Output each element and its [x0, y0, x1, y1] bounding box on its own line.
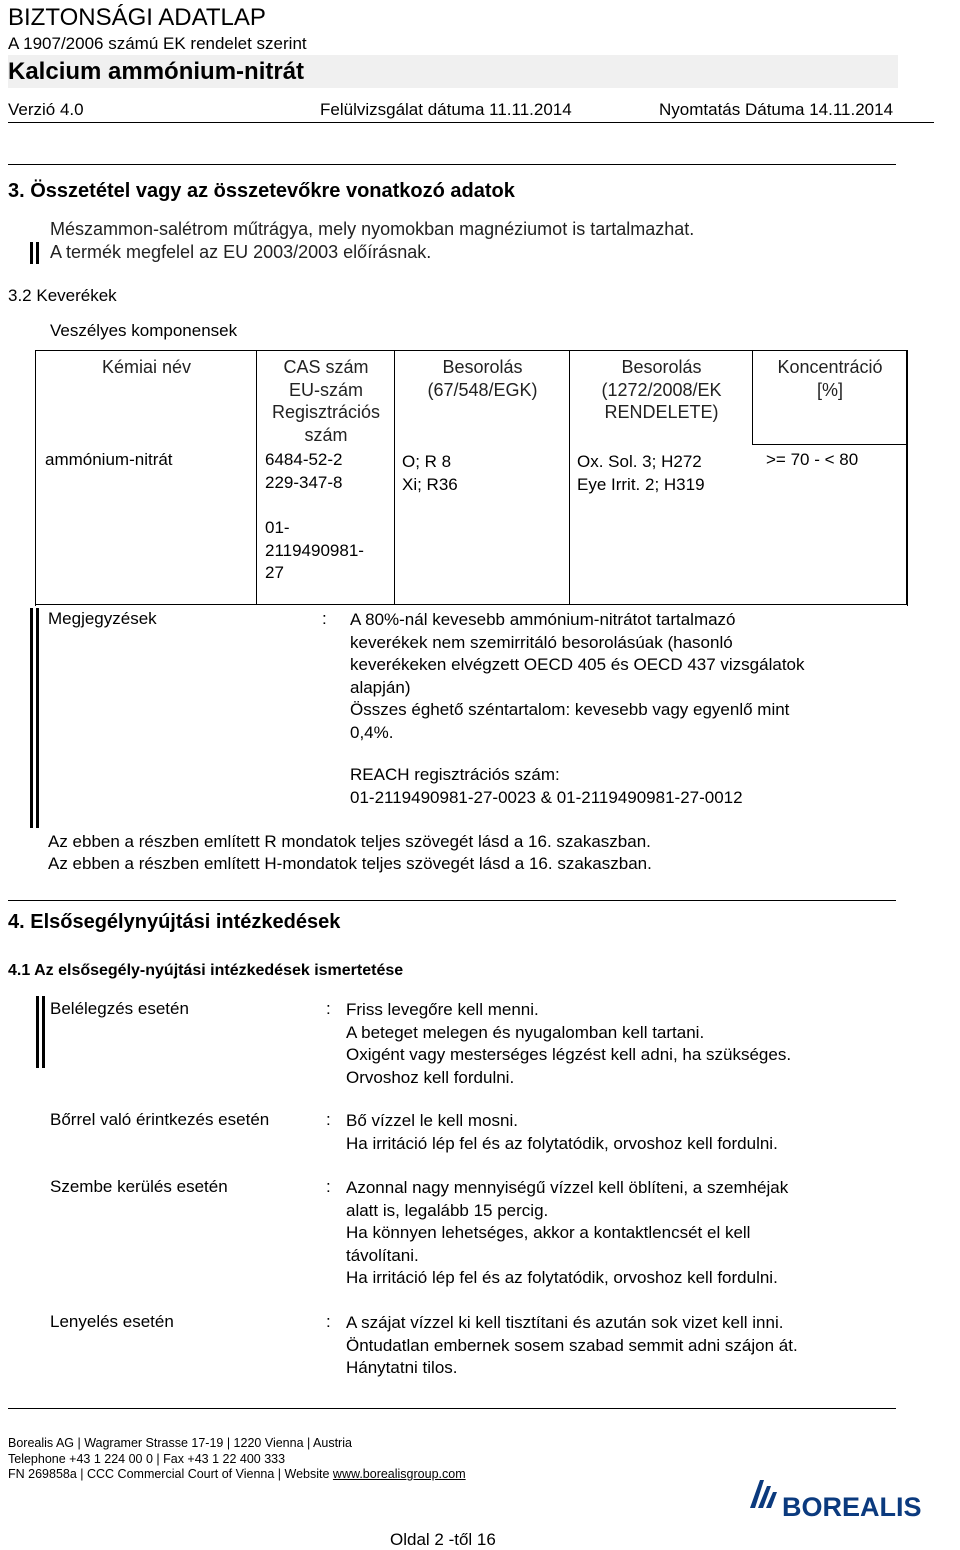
regulation-text: A 1907/2006 számú EK rendelet szerint — [8, 34, 307, 53]
version: Verzió 4.0 — [8, 100, 84, 119]
first-aid-eye-text: Azonnal nagy mennyiségű vízzel kell öblíteni, a szemhéjak alatt is, legalább 15 percig. Ha könnyen lehetséges, akkor a kontaktlencsét el kell távolítani. Ha irritáció lép fel és az folytatódik, orvoshoz kell fordulni. — [346, 1178, 789, 1287]
change-bar — [30, 242, 33, 264]
first-aid-colon: : — [326, 1177, 331, 1196]
footer-address: Borealis AG | Wagramer Strasse 17-19 | 1220 Vienna | Austria — [8, 1436, 352, 1450]
first-aid-colon: : — [326, 999, 331, 1018]
first-aid-skin-text: Bő vízzel le kell mosni. Ha irritáció lép fel és az folytatódik, orvoshoz kell fordulni. — [346, 1111, 778, 1153]
table-divider — [569, 350, 570, 605]
remarks-text: A 80%-nál kevesebb ammónium-nitrátot tartalmazó keverékek nem szemirritáló besorolásúak (hasonló keverékeken elvégzett OECD 405 és OECD 437 vizsgálatok alapján) Összes éghető széntartalom: kevesebb vagy egyenlő mint 0,4%. — [350, 610, 805, 742]
header-concentration: Koncentráció [%] — [777, 357, 883, 400]
table-divider — [394, 350, 395, 605]
section3-intro-line2: A termék megfelel az EU 2003/2003 előírásnak. — [50, 242, 432, 262]
table-divider — [906, 350, 907, 605]
first-aid-inhalation-label: Belélegzés esetén — [50, 999, 189, 1018]
borealis-logo-mark — [746, 1478, 954, 1524]
reach-number-label: REACH regisztrációs szám: — [350, 765, 560, 784]
first-aid-eye-label: Szembe kerülés esetén — [50, 1177, 228, 1196]
print-date: Nyomtatás Dátuma 14.11.2014 — [659, 100, 894, 119]
row-registration-number: 01- 2119490981- 27 — [265, 518, 364, 582]
borealis-logo — [746, 1478, 954, 1524]
section4-subtitle: 4.1 Az elsősegély-nyújtási intézkedések ismertetése — [8, 962, 404, 979]
first-aid-ingestion-label: Lenyelés esetén — [50, 1312, 174, 1331]
row-classification-67548: O; R 8 Xi; R36 — [402, 452, 458, 494]
header-rule — [8, 122, 934, 123]
doc-title: BIZTONSÁGI ADATLAP — [8, 4, 266, 31]
row-eu-number: 229-347-8 — [265, 473, 343, 492]
section3-subtitle: 3.2 Keverékek — [8, 286, 117, 305]
table-divider — [256, 350, 257, 605]
header-classification-67548: Besorolás (67/548/EGK) — [427, 357, 538, 400]
hazardous-components-title: Veszélyes komponensek — [50, 321, 238, 340]
revision-date: Felülvizsgálat dátuma 11.11.2014 — [320, 100, 572, 119]
table-divider — [752, 444, 908, 445]
header-cas-number: CAS szám EU-szám Regisztrációs szám — [271, 357, 381, 445]
row-concentration: >= 70 - < 80 — [766, 450, 859, 469]
header-classification-1272: Besorolás (1272/2008/EK RENDELETE) — [601, 357, 722, 422]
header-chemical-name: Kémiai név — [101, 357, 192, 377]
section3-intro-line1: Mészammon-salétrom műtrágya, mely nyomokban magnéziumot is tartalmazhat. — [50, 219, 695, 239]
remarks-label: Megjegyzések — [48, 609, 157, 628]
change-bar — [30, 608, 33, 828]
product-name: Kalcium ammónium-nitrát — [8, 58, 305, 85]
change-bar — [36, 242, 39, 264]
first-aid-colon: : — [326, 1312, 331, 1331]
change-bar — [42, 996, 45, 1068]
change-bar — [36, 608, 39, 828]
first-aid-inhalation-text: Friss levegőre kell menni. A beteget melegen és nyugalomban kell tartani. Oxigént vagy mesterséges légzést kell adni, ha szükséges. Orvoshoz kell fordulni. — [346, 1000, 792, 1087]
row-classification-1272: Ox. Sol. 3; H272 Eye Irrit. 2; H319 — [577, 452, 705, 494]
section4-title: 4. Elsősegélynyújtási intézkedések — [8, 911, 341, 933]
r-phrases-note: Az ebben a részben említett R mondatok teljes szövegét lásd a 16. szakaszban. — [48, 832, 651, 851]
table-bottom-rule — [35, 604, 908, 605]
first-aid-colon: : — [326, 1110, 331, 1129]
footer-registry: FN 269858a | CCC Commercial Court of Vienna | Website www.borealisgroup.com — [8, 1467, 466, 1481]
website-link[interactable]: www.borealisgroup.com — [332, 1467, 466, 1481]
footer-phone: Telephone +43 1 224 00 0 | Fax +43 1 22 400 333 — [8, 1452, 286, 1466]
page-number: Oldal 2 -től 16 — [390, 1530, 496, 1549]
section4-rule — [8, 900, 896, 901]
section3-rule — [8, 164, 896, 165]
row-chemical-name: ammónium-nitrát — [45, 450, 173, 469]
remarks-colon: : — [322, 609, 327, 628]
h-phrases-note: Az ebben a részben említett H-mondatok teljes szövegét lásd a 16. szakaszban. — [48, 854, 652, 873]
first-aid-skin-label: Bőrrel való érintkezés esetén — [50, 1110, 270, 1129]
section3-title: 3. Összetétel vagy az összetevőkre vonatkozó adatok — [8, 180, 515, 202]
footer-rule — [8, 1408, 896, 1409]
reach-number-value: 01-2119490981-27-0023 & 01-2119490981-27-0012 — [350, 788, 743, 807]
change-bar — [36, 996, 39, 1068]
row-cas-number: 6484-52-2 — [265, 450, 343, 469]
first-aid-ingestion-text: A szájat vízzel ki kell tisztítani és azután sok vizet kell inni. Öntudatlan embernek sosem szabad semmit adni szájon át. Hánytatni tilos. — [346, 1313, 798, 1377]
logo-wordmark: BOREALIS — [782, 1492, 922, 1522]
table-divider — [752, 350, 753, 445]
